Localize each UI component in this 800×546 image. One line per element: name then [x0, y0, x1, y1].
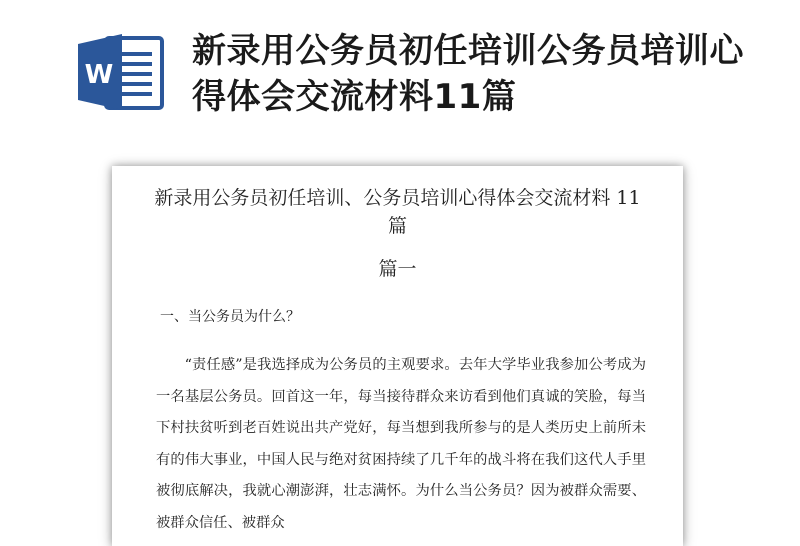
- body-paragraph: “责任感”是我选择成为公务员的主观要求。去年大学毕业我参加公考成为一名基层公务员。回首这一年，每当接待群众来访看到他们真诚的笑脸，每当下村扶贫听到老百姓说出共产党好，每当想到我所参与的是人类历史上前所未有的伟大事业，中国人民与绝对贫困持续了几千年的战斗将在我们这代人手里被彻底解决，我就心潮澎湃，壮志满怀。为什么当公务员？因为被群众需要、被群众信任、被群众: [156, 357, 646, 531]
- subheading: 一、当公务员为什么？: [160, 309, 300, 325]
- banner: [0, 0, 800, 150]
- document-page: [112, 166, 683, 546]
- document-title: 新录用公务员初任培训、公务员培训心得体会交流材料 11 篇: [154, 187, 641, 237]
- word-document-icon: [76, 30, 166, 114]
- section-heading: 篇一: [378, 258, 417, 280]
- banner-title: 新录用公务员初任培训公务员培训心得体会交流材料11篇: [192, 31, 744, 117]
- logo-letter: W: [84, 60, 114, 90]
